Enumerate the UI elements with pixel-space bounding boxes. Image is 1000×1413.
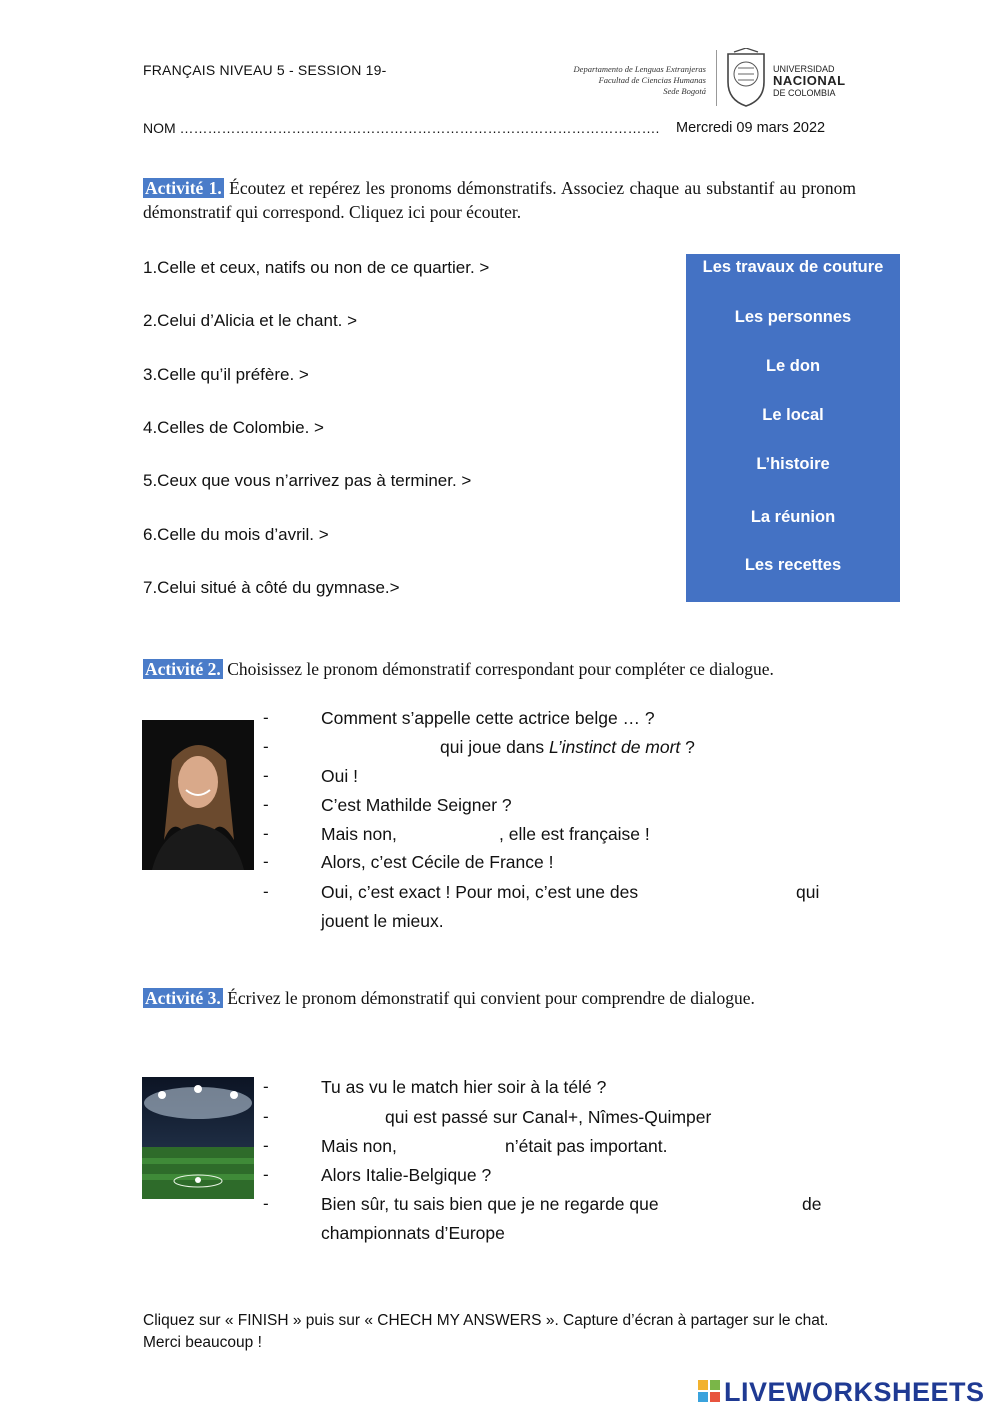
option-item[interactable]: Les personnes: [734, 308, 852, 326]
option-item[interactable]: L’histoire: [756, 455, 830, 473]
dialogue-line: Alors Italie-Belgique ?: [321, 1165, 492, 1185]
activity-1-item[interactable]: 4.Celles de Colombie. >: [143, 418, 324, 437]
activity-2-instruction: Activité 2. Choisissez le pronom démonstratif correspondant pour compléter ce dialogue.: [145, 659, 774, 679]
dialogue-line-end: n’était pas important.: [505, 1136, 668, 1156]
dialogue-line: Mais non,: [321, 1136, 397, 1156]
header-divider: [716, 50, 717, 106]
activity-1-item[interactable]: 7.Celui situé à côté du gymnase.>: [143, 578, 400, 597]
options-box: [686, 254, 900, 602]
stadium-photo: [142, 1077, 254, 1199]
dialogue-line-end: , elle est française !: [499, 824, 650, 844]
dialogue-line: qui est passé sur Canal+, Nîmes-Quimper: [385, 1107, 712, 1127]
dialogue-line: Oui, c’est exact ! Pour moi, c’est une des: [321, 882, 639, 902]
course-title: FRANÇAIS NIVEAU 5 - SESSION 19-: [143, 62, 387, 78]
option-item[interactable]: La réunion: [750, 508, 836, 526]
option-item[interactable]: Les recettes: [744, 556, 842, 574]
university-name: UNIVERSIDAD NACIONAL DE COLOMBIA: [773, 64, 846, 98]
option-item[interactable]: Les travaux de couture: [702, 258, 884, 276]
footer-instructions: Cliquez sur « FINISH » puis sur « CHECH MY ANSWERS ». Capture d’écran à partager sur le chat. Merci beaucoup !: [143, 1312, 829, 1351]
dialogue-line: Comment s’appelle cette actrice belge … ?: [321, 708, 655, 728]
university-seal-icon: [724, 48, 768, 108]
option-item[interactable]: Le local: [762, 406, 824, 424]
dialogue-line-end: qui: [796, 882, 820, 902]
activity-3-tag: Activité 3.: [145, 988, 221, 1008]
activity-1-tag: Activité 1.: [145, 178, 222, 198]
department-info: Departamento de Lenguas Extranjeras Facultad de Ciencias Humanas Sede Bogotá: [573, 64, 706, 96]
option-item[interactable]: Le don: [765, 357, 821, 375]
activity-2-tag: Activité 2.: [145, 659, 221, 679]
activity-3-instruction: Activité 3. Écrivez le pronom démonstratif qui convient pour comprendre de dialogue.: [145, 988, 755, 1008]
dialogue-line: Mais non,: [321, 824, 397, 844]
activity-1-item[interactable]: 6.Celle du mois d’avril. >: [143, 525, 329, 544]
dialogue-line: Alors, c’est Cécile de France !: [321, 852, 554, 872]
session-date: Mercredi 09 mars 2022: [676, 120, 826, 136]
activity-1-instruction: Activité 1. Écoutez et repérez les pronoms démonstratifs. Associez chaque au substantif au pronom démonstratif qui correspond. Cliquez ici pour écouter.: [143, 178, 856, 222]
actress-photo: [142, 720, 254, 870]
liveworksheets-icon: [698, 1380, 720, 1404]
dialogue-line: Tu as vu le match hier soir à la télé ?: [321, 1077, 607, 1097]
activity-1-item[interactable]: 3.Celle qu’il préfère. >: [143, 365, 309, 384]
dialogue-line-cont: jouent le mieux.: [321, 911, 444, 931]
name-field-line[interactable]: NOM ………………………………………………………………………………………….: [143, 120, 660, 136]
activity-1-item[interactable]: 1.Celle et ceux, natifs ou non de ce quartier. >: [143, 258, 490, 277]
dialogue-line: Bien sûr, tu sais bien que je ne regarde que: [321, 1194, 659, 1214]
dialogue-line: Oui !: [321, 766, 358, 786]
dialogue-line-cont: championnats d’Europe: [321, 1223, 505, 1243]
activity-1-item[interactable]: 5.Ceux que vous n’arrivez pas à terminer. >: [143, 471, 472, 490]
dialogue-line: C’est Mathilde Seigner ?: [321, 795, 512, 815]
activity-1-item[interactable]: 2.Celui d’Alicia et le chant. >: [143, 311, 358, 330]
dialogue-line-end: de: [802, 1194, 822, 1214]
dialogue-line: qui joue dans L’instinct de mort ?: [440, 737, 695, 757]
